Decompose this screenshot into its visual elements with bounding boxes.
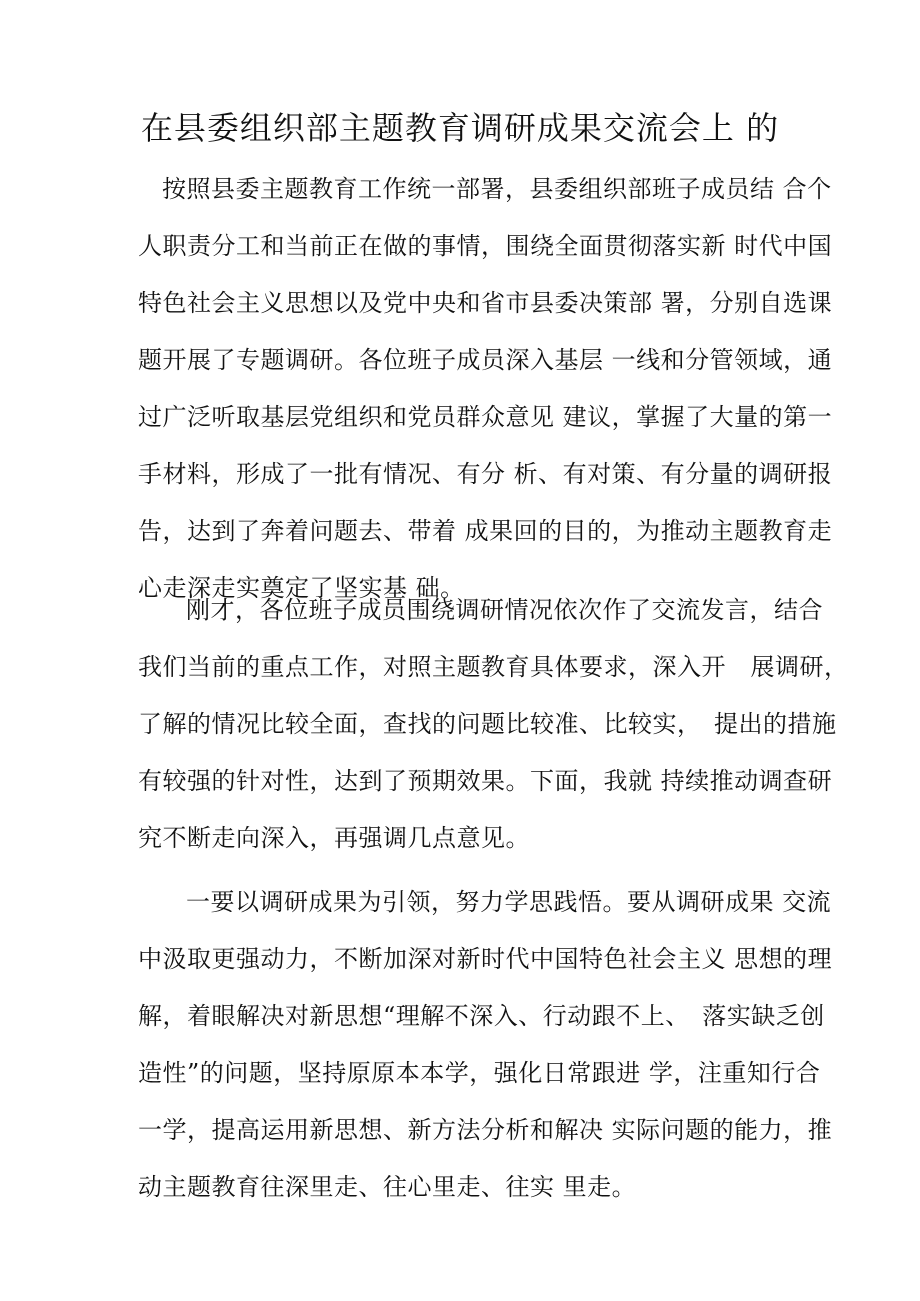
paragraph-line: 动主题教育往深里走、往心里走、往实 里走。 xyxy=(138,1173,637,1201)
paragraph-line: 刚才，各位班子成员围绕调研情况依次作了交流发言，结合 xyxy=(186,596,823,624)
paragraph-line: 特色社会主义思想以及党中央和省市县委决策部 署，分别自选课 xyxy=(138,289,833,317)
paragraph-line: 究不断走向深入，再强调几点意见。 xyxy=(138,824,530,852)
paragraph-line: 按照县委主题教育工作统一部署，县委组织部班子成员结 合个 xyxy=(162,175,832,203)
paragraph-line: 过广泛听取基层党组织和党员群众意见 建议，掌握了大量的第一 xyxy=(138,403,833,431)
paragraph-line: 一学，提高运用新思想、新方法分析和解决 实际问题的能力，推 xyxy=(138,1116,833,1144)
paragraph-line: 解，着眼解决对新思想“理解不深入、行动跟不上、 落实缺乏创 xyxy=(138,1002,825,1030)
paragraph-line: 手材料，形成了一批有情况、有分 析、有对策、有分量的调研报 xyxy=(138,460,833,488)
paragraph-line: 一要以调研成果为引领，努力学思践悟。要从调研成果 交流 xyxy=(186,888,832,916)
paragraph-1 xyxy=(138,161,833,617)
document-title: 在县委组织部主题教育调研成果交流会上 的 xyxy=(140,109,780,147)
paragraph-line: 造性”的问题，坚持原原本本学，强化日常跟进 学，注重知行合 xyxy=(138,1059,821,1087)
paragraph-line: 心走深走实奠定了坚实基 础。 xyxy=(138,574,465,602)
paragraph-line: 人职责分工和当前正在做的事情，围绕全面贯彻落实新 时代中国 xyxy=(138,232,833,260)
paragraph-line: 题开展了专题调研。各位班子成员深入基层 一线和分管领域，通 xyxy=(138,346,833,374)
paragraph-line: 告，达到了奔着问题去、带着 成果回的目的，为推动主题教育走 xyxy=(138,517,833,545)
paragraph-line: 有较强的针对性，达到了预期效果。下面，我就 持续推动调查研 xyxy=(138,767,833,795)
paragraph-2 xyxy=(138,582,849,867)
paragraph-3 xyxy=(138,874,833,1216)
paragraph-line: 我们当前的重点工作，对照主题教育具体要求，深入开 展调研， xyxy=(138,653,849,681)
paragraph-line: 中汲取更强动力，不断加深对新时代中国特色社会主义 思想的理 xyxy=(138,945,833,973)
paragraph-line: 了解的情况比较全面，查找的问题比较准、比较实， 提出的措施 xyxy=(138,710,837,738)
